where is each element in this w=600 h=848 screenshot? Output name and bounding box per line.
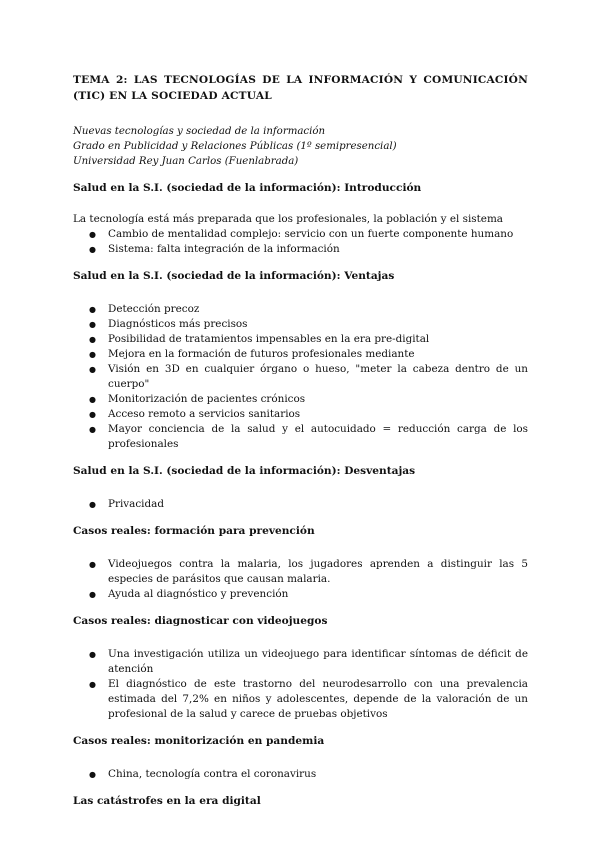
formacion-list (73, 557, 528, 602)
list-item: ● Cambio de mentalidad complejo: servicio con un fuerte componente humano (89, 228, 514, 240)
section-heading-intro: Salud en la S.I. (sociedad de la información): Introducción (73, 182, 422, 194)
bullet-icon: ● (89, 230, 96, 239)
section-heading-diagnosticar: Casos reales: diagnosticar con videojuegos (73, 615, 328, 627)
section-heading-desventajas: Salud en la S.I. (sociedad de la información): Desventajas (73, 465, 416, 477)
diagnosticar-list (73, 647, 528, 722)
bullet-icon: ● (89, 245, 96, 254)
document-meta (73, 124, 528, 169)
list-item: ● Sistema: falta integración de la información (89, 243, 340, 255)
bullet-icon: ● (89, 335, 96, 344)
ventajas-list (73, 302, 528, 452)
list-item: ● Privacidad (89, 498, 164, 510)
list-item: ● Visión en 3D en cualquier órgano o hueso, "meter la cabeza dentro de un cuerpo" (89, 363, 528, 390)
document-title: TEMA 2: LAS TECNOLOGÍAS DE LA INFORMACIÓN Y COMUNICACIÓN (TIC) EN LA SOCIEDAD ACTUAL (73, 74, 528, 102)
monitorizacion-list (73, 767, 528, 782)
list-item: ● Monitorización de pacientes crónicos (89, 393, 306, 405)
list-item: ● Una investigación utiliza un videojuego para identificar síntomas de déficit de atención (89, 648, 528, 675)
bullet-icon: ● (89, 425, 96, 434)
meta-course: Nuevas tecnologías y sociedad de la información (73, 126, 326, 137)
list-item: ● China, tecnología contra el coronavirus (89, 768, 317, 780)
bullet-icon: ● (89, 590, 96, 599)
list-item: ● Diagnósticos más precisos (89, 318, 248, 330)
section-heading-catastrofes: Las catástrofes en la era digital (73, 795, 261, 807)
bullet-icon: ● (89, 305, 96, 314)
bullet-icon: ● (89, 650, 96, 659)
intro-list (73, 227, 528, 257)
bullet-icon: ● (89, 350, 96, 359)
section-heading-formacion: Casos reales: formación para prevención (73, 525, 315, 537)
bullet-icon: ● (89, 680, 96, 689)
list-item: ● Ayuda al diagnóstico y prevención (89, 588, 289, 600)
list-item: ● Acceso remoto a servicios sanitarios (89, 408, 301, 420)
list-item: ● Mayor conciencia de la salud y el autocuidado = reducción carga de los profesionales (89, 423, 528, 450)
desventajas-list (73, 497, 528, 512)
list-item: ● Posibilidad de tratamientos impensables en la era pre-digital (89, 333, 430, 345)
document-content (73, 72, 528, 809)
meta-university: Universidad Rey Juan Carlos (Fuenlabrada) (73, 156, 299, 167)
section-heading-ventajas: Salud en la S.I. (sociedad de la información): Ventajas (73, 270, 395, 282)
intro-paragraph: La tecnología está más preparada que los profesionales, la población y el sistema (73, 213, 503, 225)
bullet-icon: ● (89, 320, 96, 329)
list-item: ● Detección precoz (89, 303, 200, 315)
list-item: ● Videojuegos contra la malaria, los jugadores aprenden a distinguir las 5 especies de parásitos que causan malaria. (89, 558, 528, 585)
bullet-icon: ● (89, 410, 96, 419)
meta-degree: Grado en Publicidad y Relaciones Públicas (1º semipresencial) (73, 141, 397, 152)
bullet-icon: ● (89, 560, 96, 569)
section-heading-monitorizacion: Casos reales: monitorización en pandemia (73, 735, 325, 747)
bullet-icon: ● (89, 395, 96, 404)
list-item: ● El diagnóstico de este trastorno del neurodesarrollo con una prevalencia estimada del 7,2% en niños y adolescentes, depende de la valoración de un profesional de la salud y carece de pruebas objetivos (89, 678, 528, 720)
list-item: ● Mejora en la formación de futuros profesionales mediante (89, 348, 415, 360)
bullet-icon: ● (89, 770, 96, 779)
bullet-icon: ● (89, 500, 96, 509)
bullet-icon: ● (89, 365, 96, 374)
